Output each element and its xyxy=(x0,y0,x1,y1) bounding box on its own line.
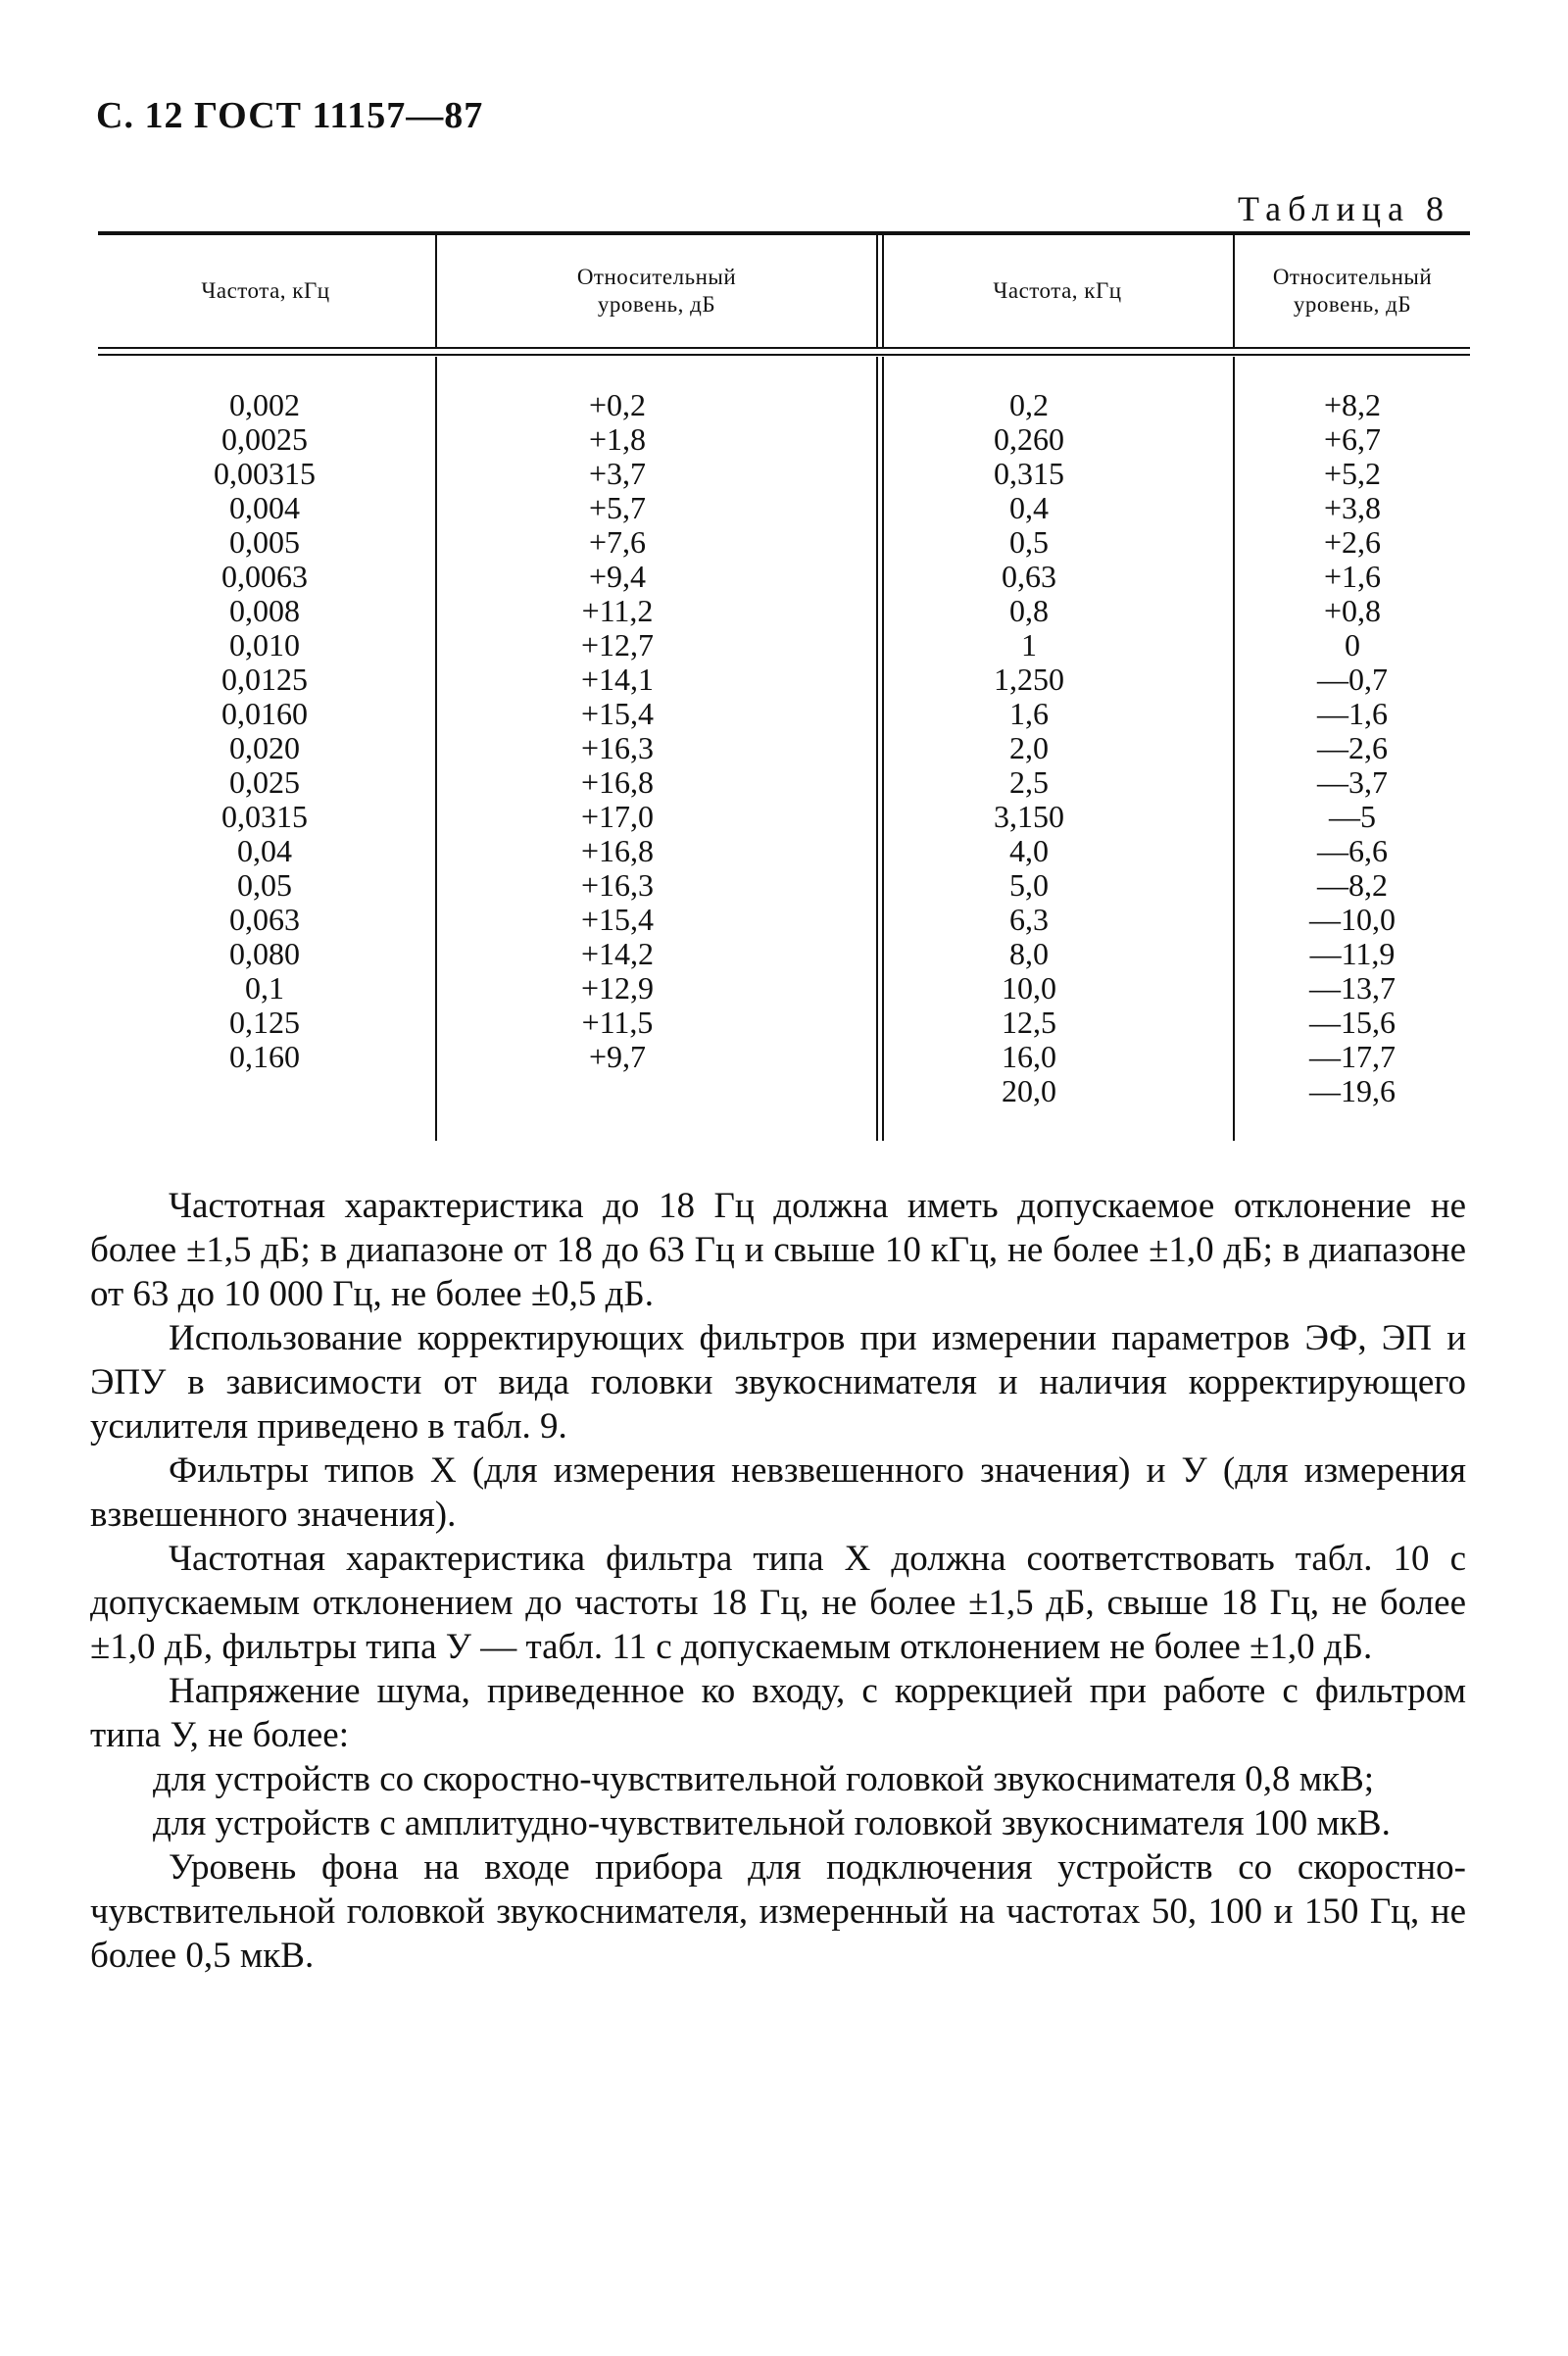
table-cell: +7,6 xyxy=(588,524,647,560)
table-cell: 0,2 xyxy=(1009,387,1049,422)
table-cell: +11,2 xyxy=(581,593,654,628)
table-cell: 0,0025 xyxy=(221,421,308,457)
table-cell: 0 xyxy=(1345,627,1360,663)
table-cell: —6,6 xyxy=(1317,833,1388,868)
table-cell: 0,1 xyxy=(245,970,284,1006)
table-cell: 6,3 xyxy=(1009,902,1049,937)
table-cell: +3,8 xyxy=(1323,490,1382,525)
table-cell: 0,0160 xyxy=(221,696,308,731)
header-frequency-left: Частота, кГц xyxy=(201,278,330,304)
table-cell: 0,160 xyxy=(229,1039,300,1074)
table-cell: —11,9 xyxy=(1309,936,1396,971)
table-cell: —15,6 xyxy=(1309,1005,1396,1040)
paragraph: для устройств с амплитудно-чувствительной головкой звукоснимателя 100 мкВ. xyxy=(153,1803,1391,1843)
table-cell: 0,315 xyxy=(994,456,1064,491)
right-frequency-column xyxy=(960,388,1098,1108)
table-cell: 0,063 xyxy=(229,902,300,937)
table-cell: +5,2 xyxy=(1323,456,1382,491)
table-cell: 12,5 xyxy=(1002,1005,1056,1040)
header-level-right: Относительный уровень, дБ xyxy=(1272,265,1433,317)
table-cell: 0,025 xyxy=(229,764,300,800)
table-cell: —13,7 xyxy=(1309,970,1396,1006)
table-caption: Таблица 8 xyxy=(1238,189,1450,228)
table-cell: +3,7 xyxy=(588,456,647,491)
paragraph: Использование корректирующих фильтров при измерении параметров ЭФ, ЭП и ЭПУ в зависимости от вида головки звукоснимателя и наличия корректирующего усилителя приведено в табл. 9. xyxy=(90,1318,1466,1447)
paragraph: Частотная характеристика до 18 Гц должна иметь допускаемое отклонение не более ±1,5 дБ; в диапазоне от 18 до 63 Гц и свыше 10 кГц, не более ±1,0 дБ; в диапазоне от 63 до 10 000 Гц, не более ±0,5 дБ. xyxy=(90,1186,1466,1314)
column-divider xyxy=(435,357,437,1141)
table-cell: +17,0 xyxy=(580,799,655,834)
table-cell: 0,004 xyxy=(229,490,300,525)
table-cell: 3,150 xyxy=(994,799,1064,834)
table-cell: +1,8 xyxy=(588,421,647,457)
table-cell: 0,010 xyxy=(229,627,300,663)
table-cell: 5,0 xyxy=(1009,867,1049,903)
table-cell: +16,3 xyxy=(580,730,655,765)
table-cell: —5 xyxy=(1329,799,1376,834)
table-cell: 0,080 xyxy=(229,936,300,971)
paragraph: Частотная характеристика фильтра типа Х должна соответствовать табл. 10 с допускаемым отклонением до частоты 18 Гц, не более ±1,5 дБ, свыше 18 Гц, не более ±1,0 дБ, фильтры типа У — табл. 11 с допускаемым отклонением не более ±1,0 дБ. xyxy=(90,1539,1466,1667)
table-cell: 0,63 xyxy=(1002,559,1056,594)
table-cell: +14,2 xyxy=(580,936,655,971)
table-cell: 2,5 xyxy=(1009,764,1049,800)
table-cell: +16,8 xyxy=(580,833,655,868)
table-cell: +1,6 xyxy=(1323,559,1382,594)
table-cell: 8,0 xyxy=(1009,936,1049,971)
paragraph: для устройств со скоростно-чувствительной головкой звукоснимателя 0,8 мкВ; xyxy=(153,1759,1375,1799)
table-cell: 1,250 xyxy=(994,662,1064,697)
table-cell: +12,9 xyxy=(580,970,655,1006)
table-cell: 2,0 xyxy=(1009,730,1049,765)
table-cell: —8,2 xyxy=(1317,867,1388,903)
table-cell: 1,6 xyxy=(1009,696,1049,731)
table-cell: —1,6 xyxy=(1317,696,1388,731)
page-header: С. 12 ГОСТ 11157—87 xyxy=(96,95,484,136)
frequency-table xyxy=(98,231,1470,1143)
table-cell: +2,6 xyxy=(1323,524,1382,560)
table-cell: —19,6 xyxy=(1309,1073,1396,1108)
table-cell: 0,0063 xyxy=(221,559,308,594)
table-cell: +15,4 xyxy=(580,696,655,731)
left-frequency-column xyxy=(196,388,333,1074)
paragraph: Уровень фона на входе прибора для подключения устройств со скоростно-чувствительной головкой звукоснимателя, измеренный на частотах 50, 100 и 150 Гц, не более 0,5 мкВ. xyxy=(90,1847,1466,1976)
table-cell: 0,4 xyxy=(1009,490,1049,525)
right-level-column xyxy=(1235,388,1470,1108)
table-cell: 0,005 xyxy=(229,524,300,560)
table-cell: +9,7 xyxy=(588,1039,647,1074)
table-cell: 0,8 xyxy=(1009,593,1049,628)
left-level-column xyxy=(549,388,686,1074)
header-rule-second xyxy=(98,354,1470,356)
table-cell: 20,0 xyxy=(1002,1073,1056,1108)
table-cell: 1 xyxy=(1021,627,1037,663)
paragraph: Фильтры типов Х (для измерения невзвешенного значения) и У (для измерения взвешенного значения). xyxy=(90,1450,1466,1535)
table-cell: 4,0 xyxy=(1009,833,1049,868)
table-cell: 16,0 xyxy=(1002,1039,1056,1074)
table-cell: 0,5 xyxy=(1009,524,1049,560)
table-cell: 0,00315 xyxy=(214,456,316,491)
table-cell: +9,4 xyxy=(588,559,647,594)
table-cell: +11,5 xyxy=(581,1005,654,1040)
table-cell: +5,7 xyxy=(588,490,647,525)
header-rule xyxy=(98,347,1470,349)
paragraph: Напряжение шума, приведенное ко входу, с коррекцией при работе с фильтром типа У, не более: xyxy=(90,1671,1466,1755)
table-cell: 0,0315 xyxy=(221,799,308,834)
table-cell: 0,002 xyxy=(229,387,300,422)
table-cell: +15,4 xyxy=(580,902,655,937)
column-divider xyxy=(1233,235,1235,349)
table-cell: 0,020 xyxy=(229,730,300,765)
table-cell: —0,7 xyxy=(1317,662,1388,697)
body-text xyxy=(90,1184,1466,1978)
table-cell: 10,0 xyxy=(1002,970,1056,1006)
table-cell: +16,3 xyxy=(580,867,655,903)
column-divider xyxy=(435,235,437,349)
header-frequency-right: Частота, кГц xyxy=(993,278,1122,304)
table-cell: —17,7 xyxy=(1309,1039,1396,1074)
table-cell: 0,05 xyxy=(237,867,292,903)
table-cell: +6,7 xyxy=(1323,421,1382,457)
table-cell: +0,8 xyxy=(1323,593,1382,628)
table-cell: +0,2 xyxy=(588,387,647,422)
table-cell: 0,0125 xyxy=(221,662,308,697)
table-cell: +16,8 xyxy=(580,764,655,800)
table-cell: +8,2 xyxy=(1323,387,1382,422)
table-cell: 0,04 xyxy=(237,833,292,868)
table-cell: +12,7 xyxy=(580,627,655,663)
table-cell: 0,125 xyxy=(229,1005,300,1040)
table-cell: +14,1 xyxy=(580,662,655,697)
table-cell: —10,0 xyxy=(1309,902,1396,937)
table-cell: 0,260 xyxy=(994,421,1064,457)
table-cell: 0,008 xyxy=(229,593,300,628)
table-cell: —3,7 xyxy=(1317,764,1388,800)
table-cell: —2,6 xyxy=(1317,730,1388,765)
column-divider-double xyxy=(876,357,884,1141)
column-divider-double xyxy=(876,235,884,349)
header-level-left: Относительный уровень, дБ xyxy=(576,265,737,317)
